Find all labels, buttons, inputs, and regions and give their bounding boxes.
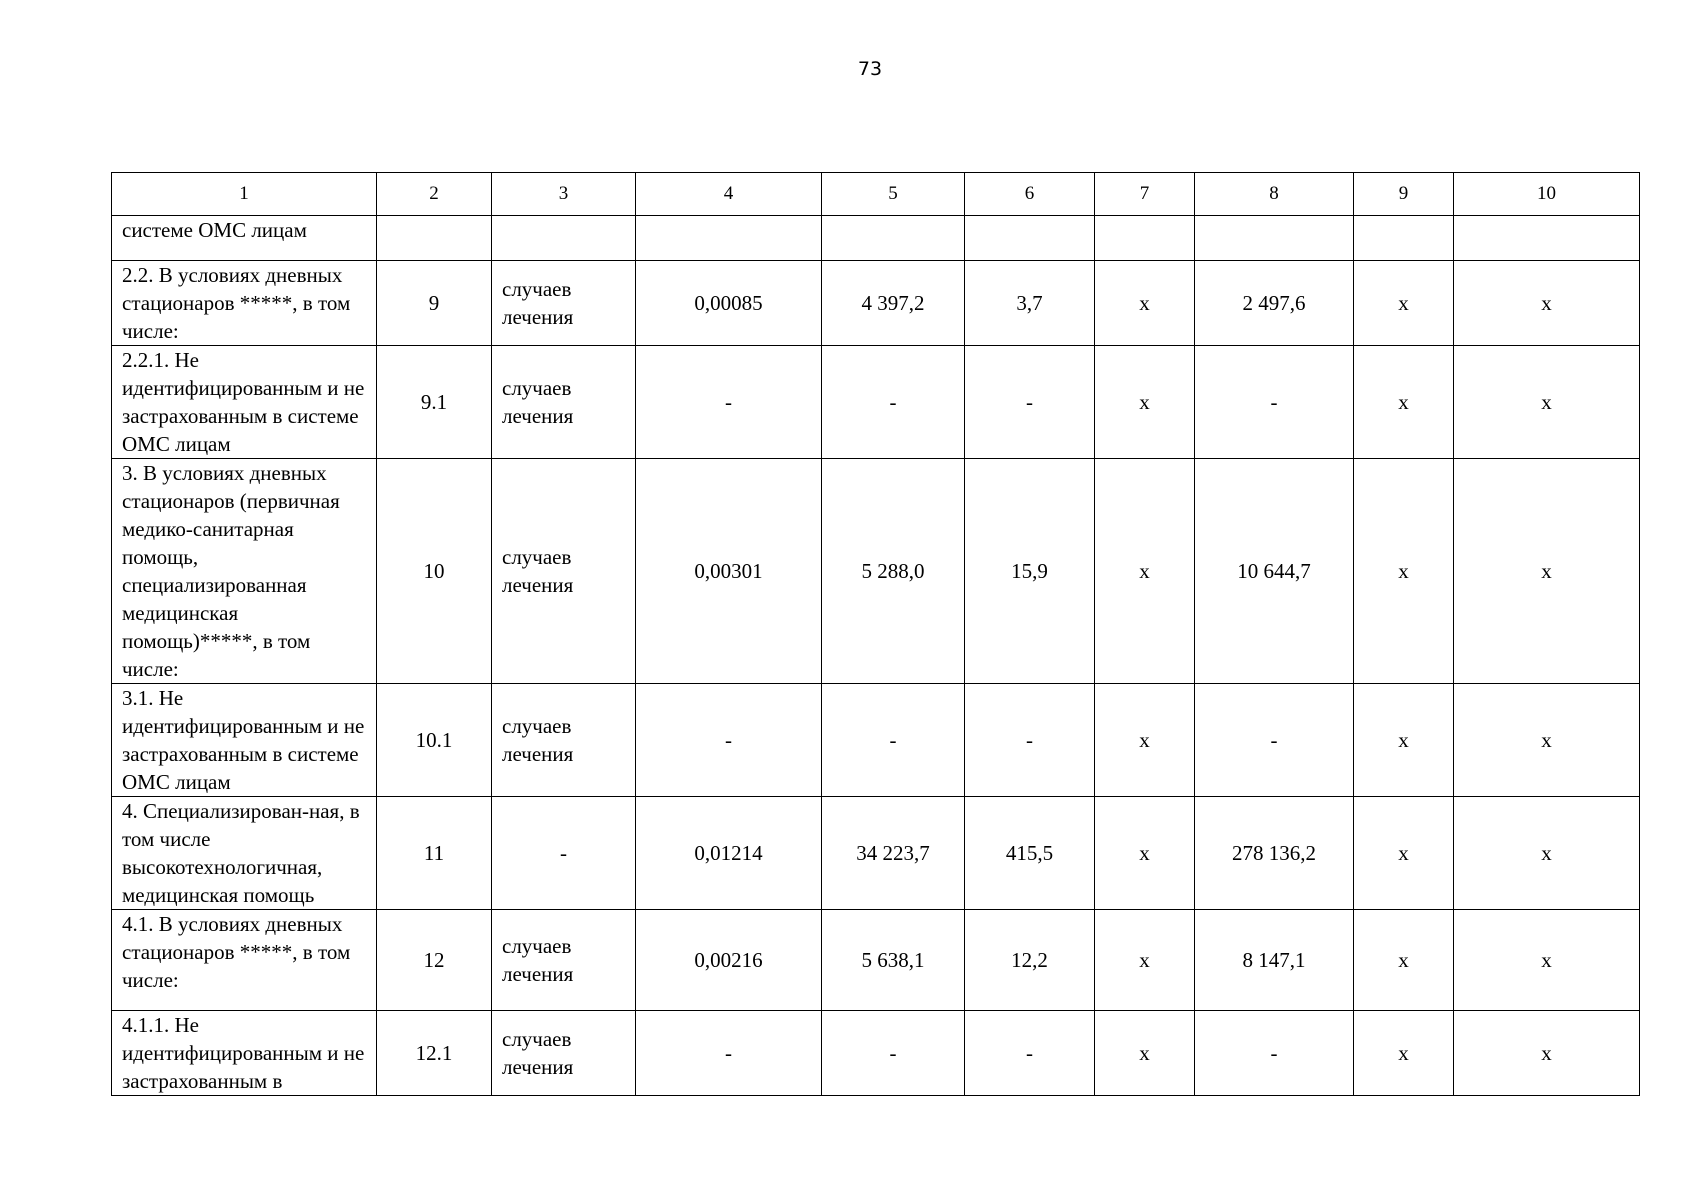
column-header: 1 [112, 173, 377, 216]
row-unit: случаев лечения [492, 910, 636, 1011]
column-header: 5 [822, 173, 965, 216]
column-header: 7 [1095, 173, 1195, 216]
cell-value: 5 638,1 [822, 910, 965, 1011]
cell-value [965, 216, 1095, 261]
row-unit: случаев лечения [492, 346, 636, 459]
row-code: 9.1 [377, 346, 492, 459]
cell-value: х [1095, 684, 1195, 797]
cell-value: 0,01214 [636, 797, 822, 910]
table-row [112, 910, 1640, 1011]
column-header: 4 [636, 173, 822, 216]
row-name: 4.1.1. Не идентифицированным и не застрахованным в [112, 1011, 377, 1096]
cell-value [822, 216, 965, 261]
row-unit: - [492, 797, 636, 910]
table-row [112, 684, 1640, 797]
column-header: 6 [965, 173, 1095, 216]
header-row [112, 173, 1640, 216]
row-code: 11 [377, 797, 492, 910]
cell-value: х [1354, 684, 1454, 797]
row-unit: случаев лечения [492, 684, 636, 797]
cell-value: - [1195, 346, 1354, 459]
cell-value [1454, 216, 1640, 261]
cell-value: 415,5 [965, 797, 1095, 910]
cell-value: х [1354, 346, 1454, 459]
column-header: 8 [1195, 173, 1354, 216]
cell-value: - [1195, 684, 1354, 797]
table-row [112, 216, 1640, 261]
cell-value: 34 223,7 [822, 797, 965, 910]
cell-value: 15,9 [965, 459, 1095, 684]
cell-value: х [1095, 261, 1195, 346]
cell-value: х [1354, 1011, 1454, 1096]
row-unit: случаев лечения [492, 261, 636, 346]
cell-value: х [1354, 459, 1454, 684]
cell-value: 2 497,6 [1195, 261, 1354, 346]
cell-value [1195, 216, 1354, 261]
row-code: 12.1 [377, 1011, 492, 1096]
cell-value: х [1454, 1011, 1640, 1096]
cell-value [1095, 216, 1195, 261]
row-unit: случаев лечения [492, 1011, 636, 1096]
row-code [377, 216, 492, 261]
row-name: 4. Специализирован-ная, в том числе высокотехнологичная, медицинская помощь [112, 797, 377, 910]
column-header: 3 [492, 173, 636, 216]
cell-value: х [1354, 261, 1454, 346]
cell-value: х [1095, 910, 1195, 1011]
table-row [112, 1011, 1640, 1096]
row-unit: случаев лечения [492, 459, 636, 684]
row-code: 9 [377, 261, 492, 346]
column-header: 9 [1354, 173, 1454, 216]
table-row [112, 346, 1640, 459]
cell-value: 8 147,1 [1195, 910, 1354, 1011]
cell-value: 0,00216 [636, 910, 822, 1011]
table-row [112, 797, 1640, 910]
cell-value: х [1454, 684, 1640, 797]
cell-value [636, 216, 822, 261]
cell-value: 10 644,7 [1195, 459, 1354, 684]
row-name: системе ОМС лицам [112, 216, 377, 261]
row-name: 2.2. В условиях дневных стационаров *****, в том числе: [112, 261, 377, 346]
cell-value: х [1095, 1011, 1195, 1096]
row-unit [492, 216, 636, 261]
cell-value: х [1354, 910, 1454, 1011]
data-table [111, 172, 1640, 1096]
table-row [112, 459, 1640, 684]
cell-value: - [636, 346, 822, 459]
row-name: 3.1. Не идентифицированным и не застрахованным в системе ОМС лицам [112, 684, 377, 797]
row-code: 12 [377, 910, 492, 1011]
column-header: 2 [377, 173, 492, 216]
cell-value: - [822, 1011, 965, 1096]
cell-value: х [1095, 459, 1195, 684]
cell-value: х [1454, 346, 1640, 459]
column-header: 10 [1454, 173, 1640, 216]
cell-value: - [636, 1011, 822, 1096]
row-name: 2.2.1. Не идентифицированным и не застрахованным в системе ОМС лицам [112, 346, 377, 459]
cell-value [1354, 216, 1454, 261]
cell-value: - [822, 346, 965, 459]
cell-value: - [1195, 1011, 1354, 1096]
page-number: 73 [857, 58, 883, 80]
cell-value: 5 288,0 [822, 459, 965, 684]
cell-value: - [822, 684, 965, 797]
row-name: 3. В условиях дневных стационаров (первичная медико-санитарная помощь, специализированная медицинская помощь)*****, в том числе: [112, 459, 377, 684]
cell-value: х [1354, 797, 1454, 910]
cell-value: 0,00085 [636, 261, 822, 346]
cell-value: - [965, 684, 1095, 797]
cell-value: - [965, 346, 1095, 459]
cell-value: 12,2 [965, 910, 1095, 1011]
row-code: 10.1 [377, 684, 492, 797]
cell-value: - [636, 684, 822, 797]
cell-value: х [1454, 261, 1640, 346]
cell-value: 3,7 [965, 261, 1095, 346]
cell-value: 0,00301 [636, 459, 822, 684]
cell-value: - [965, 1011, 1095, 1096]
row-name: 4.1. В условиях дневных стационаров *****, в том числе: [112, 910, 377, 1011]
cell-value: 4 397,2 [822, 261, 965, 346]
cell-value: х [1095, 346, 1195, 459]
cell-value: 278 136,2 [1195, 797, 1354, 910]
row-code: 10 [377, 459, 492, 684]
table-row [112, 261, 1640, 346]
cell-value: х [1454, 459, 1640, 684]
cell-value: х [1454, 797, 1640, 910]
cell-value: х [1454, 910, 1640, 1011]
cell-value: х [1095, 797, 1195, 910]
